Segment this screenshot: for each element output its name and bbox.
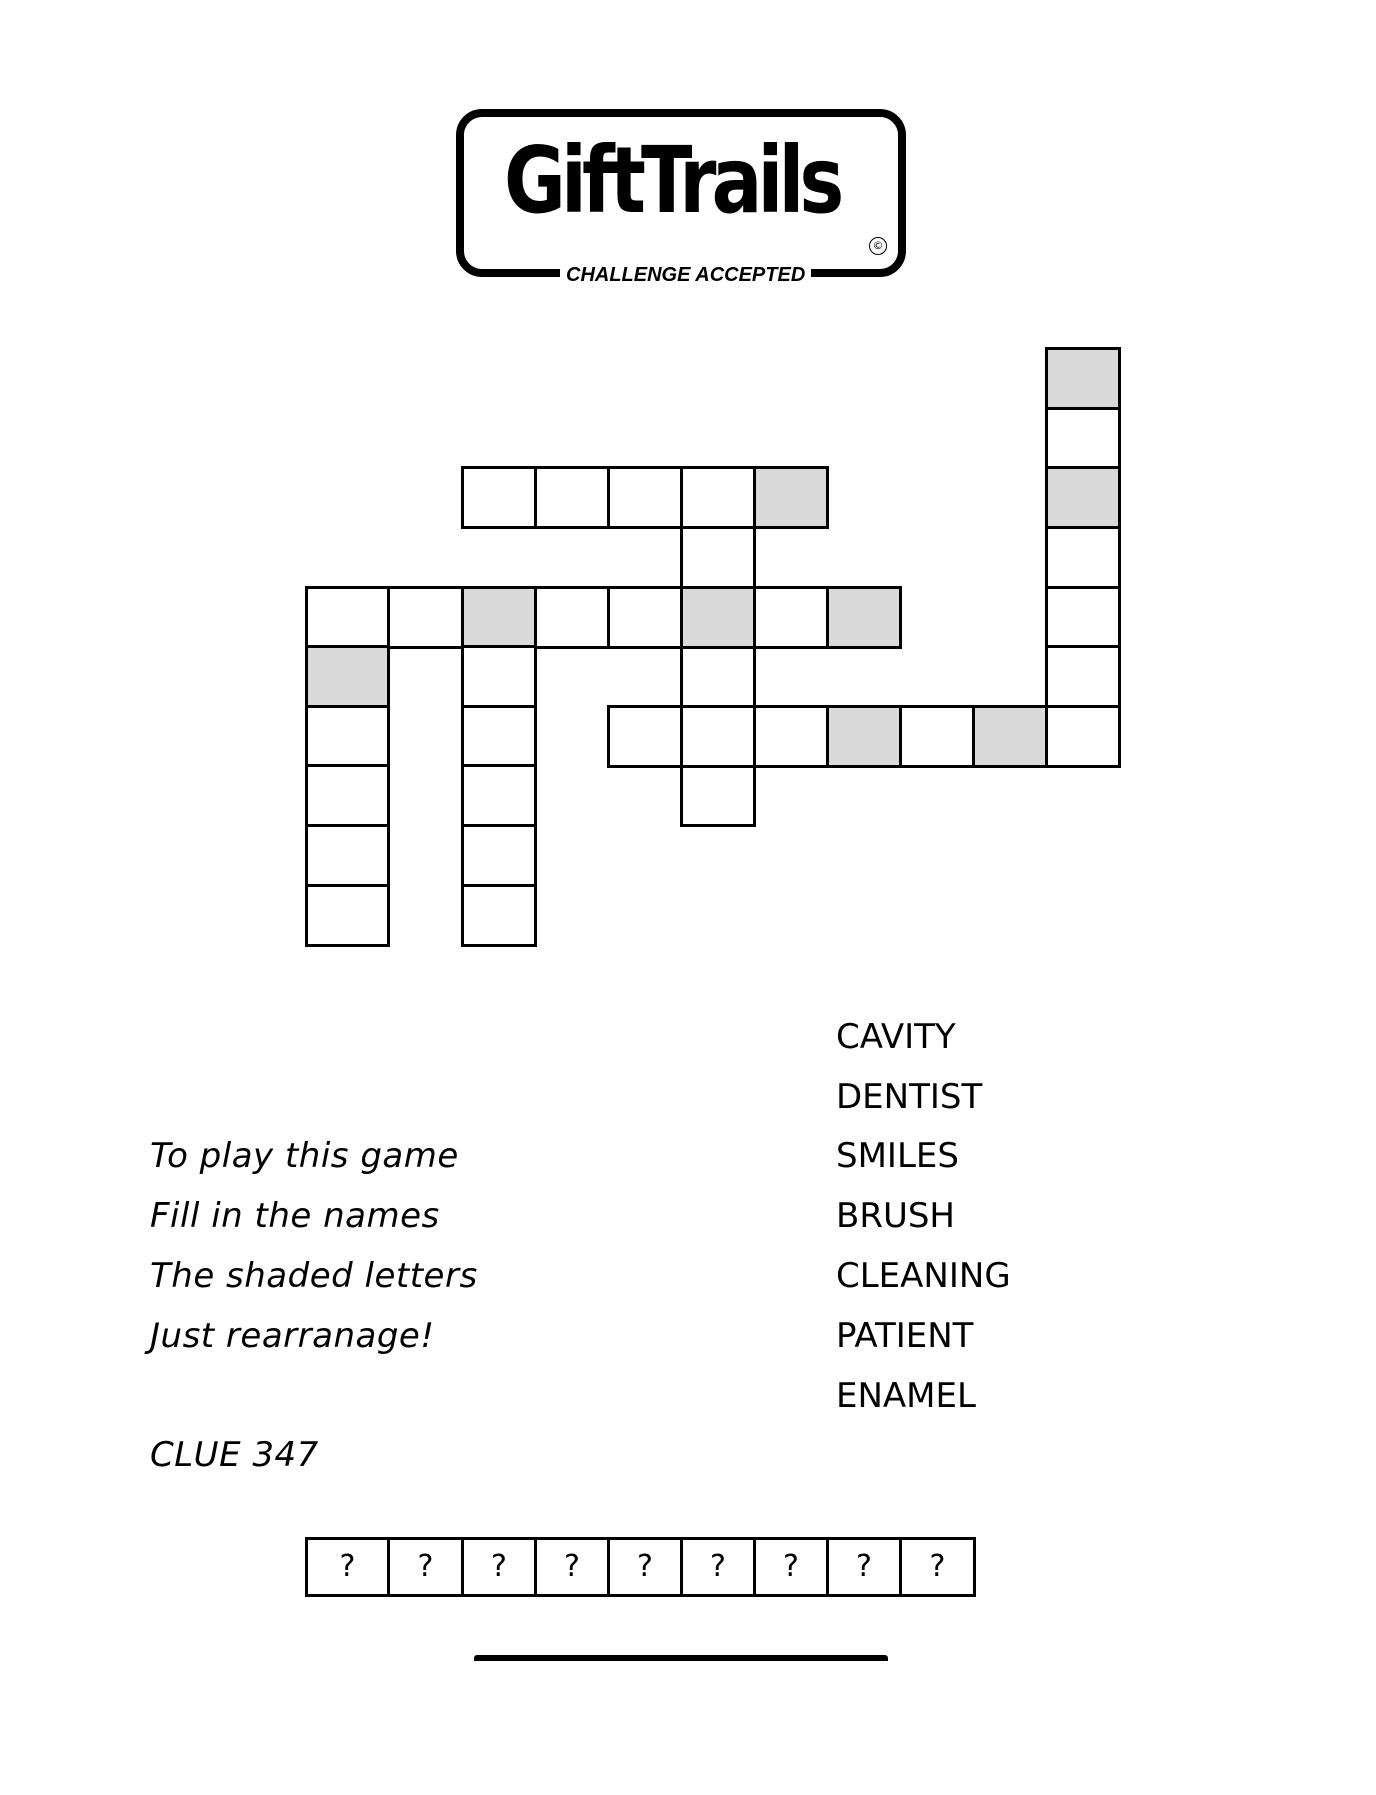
crossword-cell[interactable] xyxy=(1045,586,1121,649)
answer-slot[interactable]: ? xyxy=(461,1537,537,1597)
crossword-cell[interactable] xyxy=(387,586,464,649)
instruction-line-2: Fill in the names xyxy=(150,1196,440,1236)
word-list-item: CLEANING xyxy=(836,1256,1011,1296)
crossword-cell[interactable] xyxy=(1045,705,1121,768)
instruction-line-1: To play this game xyxy=(150,1136,459,1176)
crossword-cell[interactable] xyxy=(680,645,756,708)
crossword-cell[interactable] xyxy=(305,884,390,947)
crossword-cell[interactable] xyxy=(305,586,390,649)
answer-slot[interactable]: ? xyxy=(305,1537,390,1597)
crossword-cell[interactable] xyxy=(461,705,537,768)
crossword-cell[interactable] xyxy=(461,466,537,529)
crossword-cell[interactable] xyxy=(607,466,683,529)
crossword-cell-shaded[interactable] xyxy=(1045,466,1121,529)
crossword-cell-shaded[interactable] xyxy=(826,586,902,649)
crossword-cell-shaded[interactable] xyxy=(1045,347,1121,410)
crossword-cell-shaded[interactable] xyxy=(826,705,902,768)
crossword-cell-shaded[interactable] xyxy=(972,705,1048,768)
word-list-item: ENAMEL xyxy=(836,1376,976,1416)
crossword-cell[interactable] xyxy=(461,645,537,708)
crossword-cell[interactable] xyxy=(899,705,975,768)
crossword-cell[interactable] xyxy=(305,824,390,887)
crossword-cell-shaded[interactable] xyxy=(680,586,756,649)
crossword-cell-shaded[interactable] xyxy=(305,645,390,708)
crossword-cell[interactable] xyxy=(1045,526,1121,589)
crossword-cell[interactable] xyxy=(680,466,756,529)
crossword-cell[interactable] xyxy=(534,466,610,529)
clue-label: CLUE 347 xyxy=(150,1435,319,1475)
word-list-item: BRUSH xyxy=(836,1196,955,1236)
crossword-cell[interactable] xyxy=(1045,645,1121,708)
crossword-cell[interactable] xyxy=(680,764,756,827)
crossword-cell-shaded[interactable] xyxy=(753,466,829,529)
word-list-item: CAVITY xyxy=(836,1017,956,1057)
instruction-line-3: The shaded letters xyxy=(150,1256,478,1296)
logo-tagline: CHALLENGE ACCEPTED xyxy=(560,263,811,287)
crossword-cell[interactable] xyxy=(305,705,390,768)
crossword-cell[interactable] xyxy=(753,586,829,649)
crossword-cell[interactable] xyxy=(305,764,390,827)
crossword-cell[interactable] xyxy=(461,764,537,827)
answer-slot[interactable]: ? xyxy=(899,1537,976,1597)
answer-slot[interactable]: ? xyxy=(387,1537,464,1597)
crossword-cell[interactable] xyxy=(1045,407,1121,470)
word-list-item: DENTIST xyxy=(836,1077,983,1117)
crossword-cell[interactable] xyxy=(680,526,756,589)
logo-wordmark: GiftTrails xyxy=(504,127,840,234)
answer-slot[interactable]: ? xyxy=(607,1537,683,1597)
answer-slot[interactable]: ? xyxy=(534,1537,610,1597)
answer-slot[interactable]: ? xyxy=(826,1537,902,1597)
crossword-cell[interactable] xyxy=(753,705,829,768)
crossword-cell[interactable] xyxy=(461,824,537,887)
answer-slot[interactable]: ? xyxy=(753,1537,829,1597)
word-list-item: PATIENT xyxy=(836,1316,974,1356)
crossword-cell[interactable] xyxy=(461,884,537,947)
word-list-item: SMILES xyxy=(836,1136,959,1176)
answer-slot[interactable]: ? xyxy=(680,1537,756,1597)
copyright-icon: © xyxy=(869,237,887,255)
crossword-cell-shaded[interactable] xyxy=(461,586,537,649)
instruction-line-4: Just rearranage! xyxy=(150,1316,435,1356)
crossword-cell[interactable] xyxy=(534,586,610,649)
bottom-rule xyxy=(474,1655,888,1661)
crossword-cell[interactable] xyxy=(680,705,756,768)
crossword-cell[interactable] xyxy=(607,705,683,768)
crossword-cell[interactable] xyxy=(607,586,683,649)
